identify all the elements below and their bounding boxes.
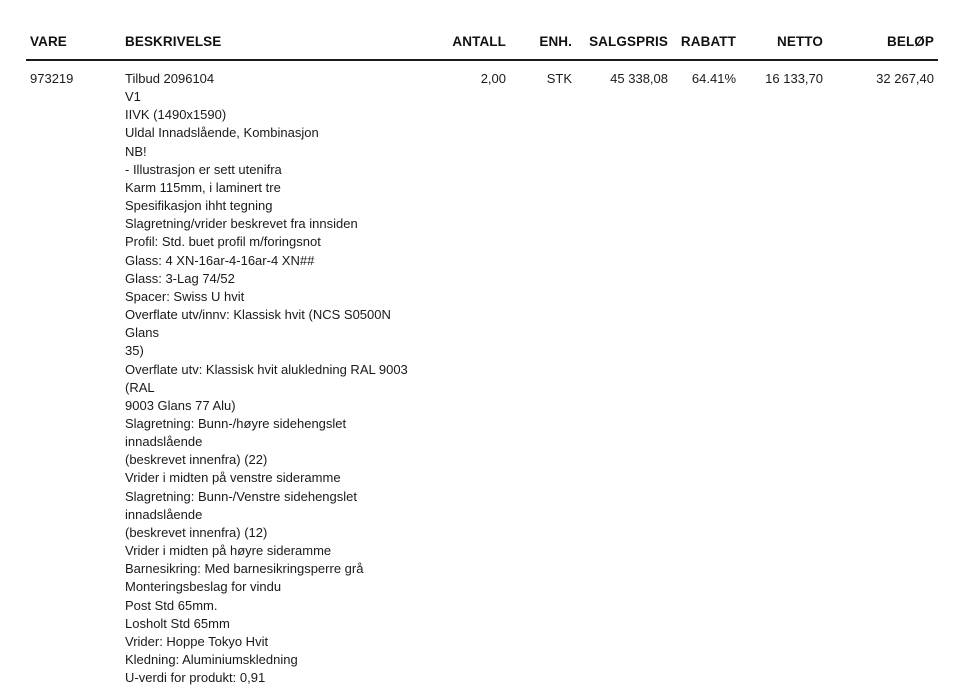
item-sales-price: 45 338,08 [610,71,668,86]
description-line: Slagretning: Bunn-/Venstre sidehengslet [125,488,357,504]
item-net-price: 16 133,70 [765,71,823,86]
description-line: Glans [125,325,159,341]
item-amount: 32 267,40 [876,71,934,86]
description-line: Barnesikring: Med barnesikringsperre grå [125,561,364,577]
description-line: 9003 Glans 77 Alu) [125,397,236,413]
column-header-vare: VARE [30,34,67,49]
column-header-beskrivelse: BESKRIVELSE [125,34,222,49]
description-line: Tilbud 2096104 [125,71,215,86]
item-discount: 64.41% [691,71,736,86]
item-unit: STK [546,71,572,86]
description-line: U-verdi for produkt: 0,91 [125,670,266,686]
description-line: Spacer: Swiss U hvit [125,288,245,304]
description-line: (beskrevet innenfra) (12) [125,524,268,540]
description-line: Monteringsbeslag for vindu [125,579,282,595]
description-line: Losholt Std 65mm [125,615,230,631]
description-line: Uldal Innadslående, Kombinasjon [125,125,319,141]
item-quantity: 2,00 [480,71,506,86]
description-line: Vrider i midten på høyre sideramme [125,543,332,559]
description-line: 35) [125,343,144,359]
description-line: Glass: 4 XN-16ar-4-16ar-4 XN## [125,252,315,268]
description-line: NB! [125,143,147,159]
description-line: IIVK (1490x1590) [125,107,227,123]
description-line: Karm 115mm, i laminert tre [125,179,281,195]
item-number: 973219 [30,71,74,86]
description-line: Post Std 65mm. [125,597,218,613]
description-line: Spesifikasjon ihht tegning [125,198,273,214]
description-line: V1 [125,89,141,105]
header-divider [26,59,938,61]
description-line: Overflate utv/innv: Klassisk hvit (NCS S0500N [125,307,391,323]
description-line: (beskrevet innenfra) (22) [125,452,268,468]
description-line: innadslående [125,506,203,522]
description-line: Vrider: Hoppe Tokyo Hvit [125,633,269,649]
description-line: Glass: 3-Lag 74/52 [125,270,235,286]
description-line: Profil: Std. buet profil m/foringsnot [125,234,321,250]
item-description [125,70,425,687]
table-header [0,33,960,51]
description-line: Slagretning: Bunn-/høyre sidehengslet [125,415,347,431]
column-header-belop: BELØP [886,34,934,49]
description-line: - Illustrasjon er sett utenifra [125,161,282,177]
description-line: Vrider i midten på venstre sideramme [125,470,341,486]
description-line: Slagretning/vrider beskrevet fra innsiden [125,216,358,232]
column-header-antall: ANTALL [452,34,506,49]
column-header-salgspris: SALGSPRIS [589,34,668,49]
column-header-rabatt: RABATT [680,34,736,49]
description-line: Overflate utv: Klassisk hvit alukledning RAL 9003 [125,361,408,377]
description-line: (RAL [125,379,155,395]
column-header-netto: NETTO [776,34,823,49]
description-line: Kledning: Aluminiumskledning [125,652,298,667]
column-header-enh: ENH. [539,34,572,49]
description-line: innadslående [125,434,203,450]
